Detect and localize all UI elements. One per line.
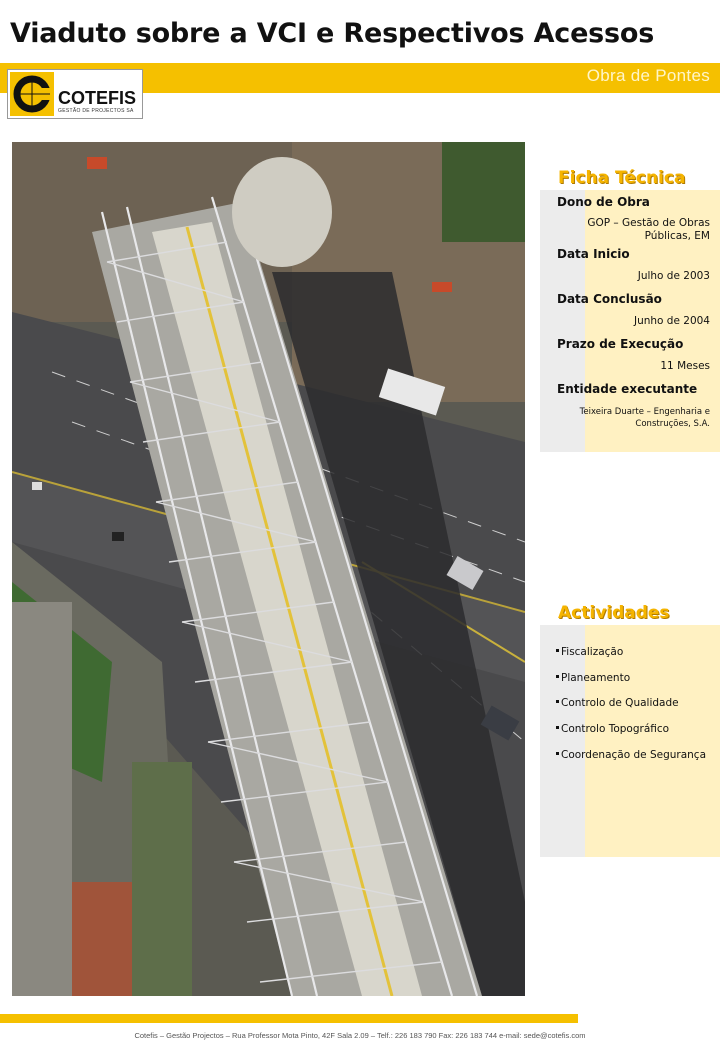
field-value: 11 Meses: [660, 360, 710, 372]
ficha-tecnica-heading: Ficha Técnica: [558, 168, 686, 188]
field-value: Junho de 2004: [633, 315, 710, 327]
field-label: Dono de Obra: [557, 195, 650, 209]
activity-label: Fiscalização: [561, 646, 624, 658]
field-value-line: Construções, S.A.: [635, 419, 710, 429]
bullet-icon: [556, 752, 559, 755]
activity-item: [556, 723, 669, 735]
bullet-icon: [556, 726, 559, 729]
logo-name: COTEFIS: [58, 88, 137, 108]
activity-item: [556, 749, 706, 761]
actividades-panel: [540, 625, 720, 857]
logo-mark-icon: [10, 72, 54, 116]
field-value: [587, 217, 710, 243]
footer-bar: [0, 1014, 578, 1023]
activity-label: Planeamento: [561, 672, 631, 684]
bullet-icon: [556, 675, 559, 678]
activity-item: [556, 672, 630, 684]
bullet-icon: [556, 649, 559, 652]
field-label: Data Conclusão: [557, 292, 662, 306]
cotefis-logo: [7, 69, 143, 119]
field-label: Entidade executante: [557, 382, 698, 396]
actividades-heading: Actividades: [558, 603, 670, 623]
field-value-line: GOP – Gestão de Obras: [587, 217, 710, 229]
page-title: Viaduto sobre a VCI e Respectivos Acessos: [10, 18, 655, 49]
activity-item: [556, 697, 679, 709]
section-label: Obra de Pontes: [586, 66, 710, 85]
activity-label: Controlo Topográfico: [561, 723, 670, 735]
activity-label: Controlo de Qualidade: [561, 697, 679, 709]
bridge-aerial-photo: [12, 142, 525, 996]
activity-item: [556, 646, 623, 658]
field-value: Julho de 2003: [637, 270, 710, 282]
bullet-icon: [556, 700, 559, 703]
field-label: Data Inicio: [557, 247, 630, 261]
field-value: [580, 406, 710, 430]
field-value-line: Públicas, EM: [644, 230, 710, 242]
field-label: Prazo de Execução: [557, 337, 684, 351]
footer-contact: Cotefis – Gestão Projectos – Rua Professor Mota Pinto, 42F Sala 2.09 – Telf.: 226 183 790 Fax: 226 183 744 e-mail: sede@cotefis.com: [134, 1031, 586, 1040]
activity-label: Coordenação de Segurança: [561, 749, 707, 761]
logo-subtitle: GESTÃO DE PROJECTOS SA: [58, 108, 134, 114]
field-value-line: Teixeira Duarte – Engenharia e: [579, 407, 710, 417]
